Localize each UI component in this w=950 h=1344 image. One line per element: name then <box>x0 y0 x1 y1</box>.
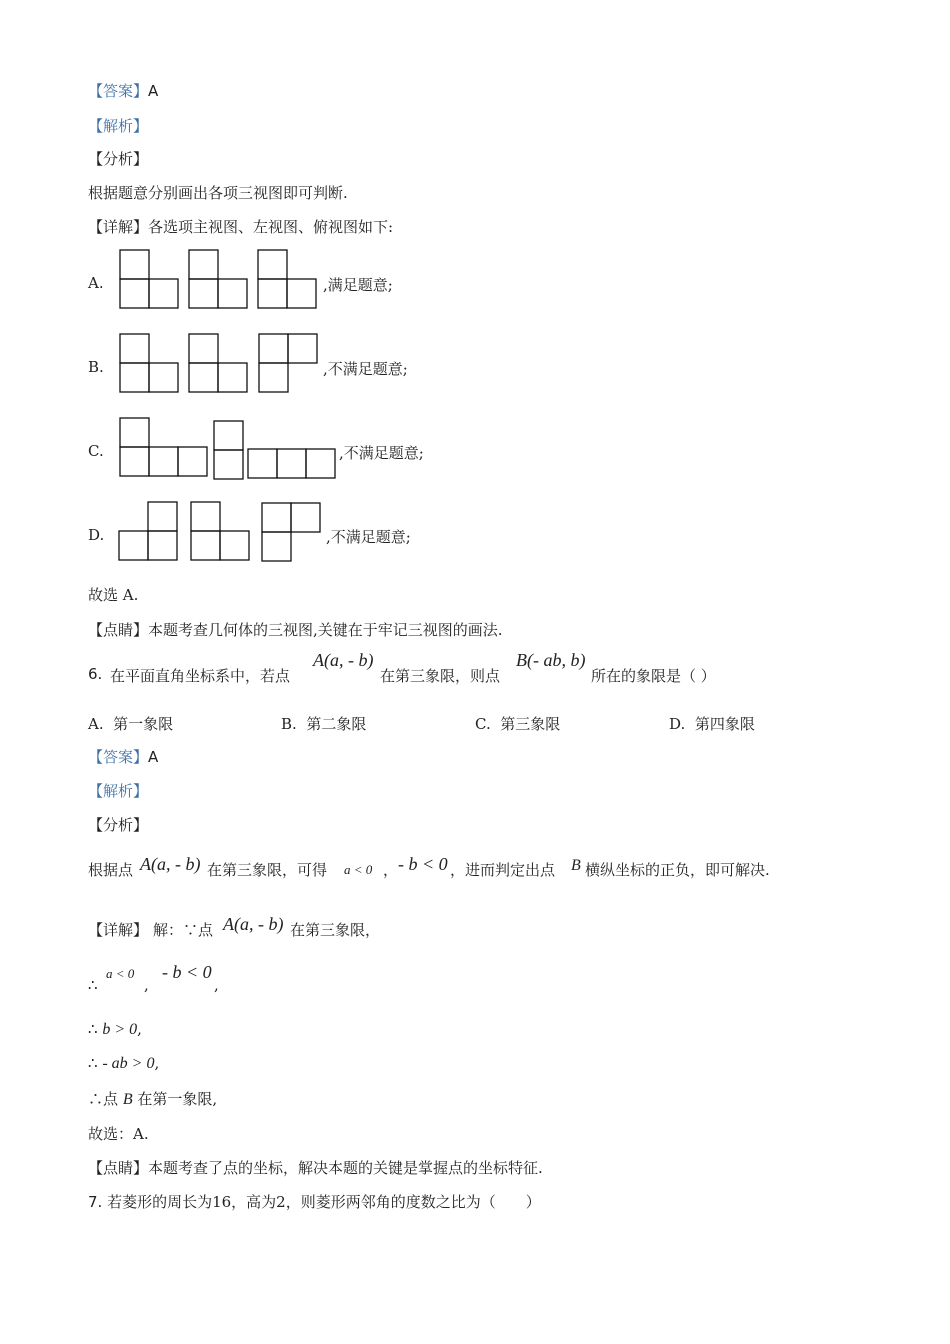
q5-analysis-tag: 【解析】 <box>88 117 149 135</box>
step4-b: B <box>122 1091 133 1108</box>
step1-b: - b < 0 <box>162 962 212 982</box>
q6-choice-a <box>88 713 173 734</box>
q5-option-d-label: D. <box>88 526 105 544</box>
q6-number: 6. <box>88 665 103 683</box>
step2-expr: b > 0 <box>102 1021 138 1038</box>
q5-fenxi-text: 根据题意分别画出各项三视图即可判断. <box>88 184 348 202</box>
choice-letter: A. <box>88 715 104 733</box>
step2-end: , <box>137 1020 142 1038</box>
choice-text: 第三象限 <box>500 715 561 733</box>
q6-choice-d <box>669 713 755 734</box>
q6-answer-line <box>88 746 158 767</box>
q5-option-b-views <box>118 332 323 394</box>
q5-option-c-label: C. <box>88 442 104 460</box>
q5-option-a-views <box>118 248 323 310</box>
q6-conclusion: 故选：A. <box>88 1125 149 1143</box>
q5-comment-line <box>88 619 503 640</box>
fenxi-p2: 在第三象限，可得 <box>207 861 328 879</box>
detail-tag: 【详解】 <box>88 921 149 939</box>
choice-letter: C. <box>475 715 491 733</box>
step4-p2: 在第一象限, <box>137 1090 218 1108</box>
step3-expr: - ab > 0 <box>102 1055 155 1072</box>
q7-stem-text: 若菱形的周长为16，高为2，则菱形两邻角的度数之比为（ ） <box>107 1193 541 1211</box>
step4-p1: 点 <box>103 1090 119 1108</box>
q6-step3 <box>88 1054 159 1073</box>
fenxi-cond1: a < 0 <box>344 862 373 877</box>
answer-tag: 【答案】 <box>88 748 149 766</box>
therefore-symbol: ∴ <box>88 1054 98 1072</box>
fenxi-p4: 横纵坐标的正负，即可解决. <box>585 861 770 879</box>
q7-stem <box>88 1191 541 1212</box>
choice-text: 第四象限 <box>694 715 755 733</box>
choice-text: 第二象限 <box>306 715 367 733</box>
q5-option-c-result: ,不满足题意; <box>339 444 424 462</box>
detail-point: A(a, - b) <box>223 914 284 934</box>
comment-text: 本题考查了点的坐标，解决本题的关键是掌握点的坐标特征. <box>148 1159 543 1177</box>
comment-tag: 【点睛】 <box>88 621 149 639</box>
fenxi-cond2: - b < 0 <box>398 854 448 874</box>
q5-option-c-views <box>118 416 340 480</box>
detail-text: 各选项主视图、左视图、俯视图如下: <box>148 218 394 236</box>
fenxi-b: B <box>571 857 581 874</box>
fenxi-sep: ， <box>383 861 399 879</box>
q5-option-a-label: A. <box>88 274 104 292</box>
fenxi-p1: 根据点 <box>88 861 134 879</box>
detail-p2: 在第三象限， <box>290 921 381 939</box>
answer-tag: 【答案】 <box>88 82 149 100</box>
q6-stem-part1: 在平面直角坐标系中，若点 <box>110 667 291 685</box>
q6-choice-b <box>281 713 366 734</box>
answer-value: A <box>148 748 159 766</box>
q6-step4 <box>88 1088 217 1109</box>
q5-option-b-result: ,不满足题意; <box>323 360 408 378</box>
choice-letter: D. <box>669 715 686 733</box>
q5-fenxi-tag: 【分析】 <box>88 150 149 168</box>
fenxi-p3: ，进而判定出点 <box>450 861 556 879</box>
therefore-symbol: ∴ <box>88 1020 98 1038</box>
q5-answer-line <box>88 80 158 101</box>
detail-p1: 解：∵点 <box>153 921 214 939</box>
step3-end: , <box>154 1054 160 1072</box>
q6-stem-part3: 所在的象限是（ ） <box>591 667 716 685</box>
q6-choice-c <box>475 713 560 734</box>
choice-text: 第一象限 <box>113 715 174 733</box>
q7-number: 7. <box>88 1193 103 1211</box>
answer-value: A <box>148 82 159 100</box>
q5-conclusion: 故选 A. <box>88 586 139 604</box>
q6-comment-line <box>88 1157 543 1178</box>
therefore-symbol: ∴ <box>88 1090 104 1108</box>
q6-stem-part2: 在第三象限，则点 <box>380 667 501 685</box>
fenxi-point: A(a, - b) <box>140 854 201 874</box>
choice-letter: B. <box>281 715 297 733</box>
q6-point-b: B(- ab, b) <box>516 650 586 670</box>
comment-tag: 【点睛】 <box>88 1159 149 1177</box>
q5-option-b-label: B. <box>88 358 104 376</box>
step1-sep: , <box>144 976 149 994</box>
step1-a: a < 0 <box>106 966 135 981</box>
q5-option-a-result: ,满足题意; <box>323 276 393 294</box>
therefore-symbol: ∴ <box>88 976 98 994</box>
q6-point-a: A(a, - b) <box>313 650 374 670</box>
q5-detail-line <box>88 216 393 237</box>
q6-analysis-tag: 【解析】 <box>88 782 149 800</box>
q6-step2 <box>88 1020 142 1039</box>
step1-end: , <box>214 976 219 994</box>
q5-option-d-result: ,不满足题意; <box>326 528 411 546</box>
q6-fenxi-tag: 【分析】 <box>88 816 149 834</box>
detail-tag: 【详解】 <box>88 218 149 236</box>
q5-option-d-views <box>118 500 326 562</box>
comment-text: 本题考查几何体的三视图,关键在于牢记三视图的画法. <box>148 621 503 639</box>
